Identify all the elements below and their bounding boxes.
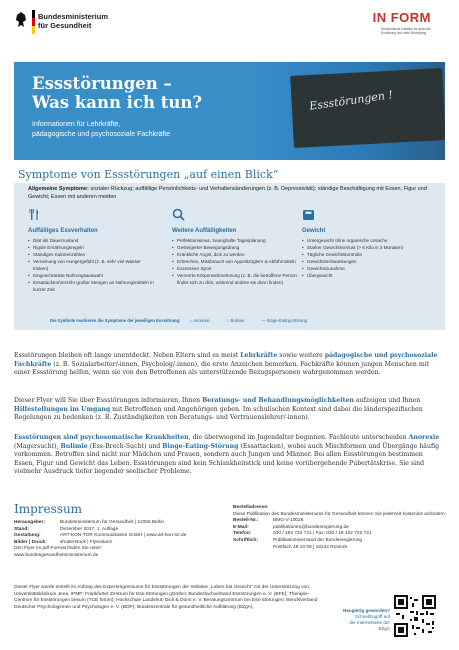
disorders-paragraph: Essstörungen sind psychosomatische Krankheiten, die überwiegend im Jugendalter beginnen. Fachleute unterscheiden Anorexie (Magersucht), Bulimie (Ess-Brech-Sucht) und Binge-Eating-Störung (Essattacken), wobei auch Mischformen und Übergänge häufig vorkommen. Betroffen sind nicht nur Mädchen und Frauen, sondern auch Jungen und Männer. Bei allen Essstörungen bestimmen Essen, Figur und Gewicht das Leben. Essstörungen sind kein Schlankheitstick und keine vorübergehende Pubertätskrise. Sie sind vielmehr Ausdruck tiefer liegender seelischer Probleme.	[14, 434, 440, 476]
purpose-paragraph: Dieser Flyer will Sie über Essstörungen informieren, Ihnen Beratungs- und Behandlungsmöglichkeiten aufzeigen und Ihnen Hilfestellungen im Umgang mit Betroffenen und Angehörigen geben. Im schulischen Kontext sind dabei die länderspezifischen Regelungen zu bedenken (z. B. Zuständigkeiten von Beratungs- und Vertrauenslehrer/-innen).	[14, 397, 423, 422]
symptom-column-eating	[28, 208, 156, 293]
order-row: Schriftlich: Publikationsversand der Bundesregierung	[233, 537, 363, 543]
website-link[interactable]: www.bundesgesundheitsministerium.de	[14, 552, 99, 558]
impressum-row: Bilder | Druck: shutterstock | Flyeralarm	[14, 539, 113, 545]
flag-red	[32, 18, 35, 26]
impressum-row: Herausgeber: Bundesministerium für Gesundheit | 11055 Berlin	[14, 520, 165, 525]
order-heading: Bestelladresse:	[233, 505, 269, 510]
intro-paragraph: Essstörungen bleiben oft lange unentdeckt. Neben Eltern sind es meist Lehrkräfte sowie weitere pädagogische und psychosoziale Fachkräfte (z. B. Sozialarbeiter/-innen, Psycholog/-innen), die erste Anzeichen bemerken. Fachkräfte können jungen Menschen mit einer Essstörung helfen, wenn sie von den Betroffenen als unterstützende Bezugspersonen wahrgenommen werden.	[14, 352, 438, 377]
order-row: Telefon: 030 / 182 722 721 | Fax: 030 / 18 102 722 721	[233, 531, 372, 537]
qr-code-icon[interactable]	[394, 595, 436, 637]
ministry-name: Bundesministerium für Gesundheit	[38, 12, 109, 30]
list-item: • Verzerrte Körperwahrnehmung (z. B. die betroffene Person findet sich zu dick, während andere sie dünn finden)	[172, 272, 300, 286]
legend-binge: — Binge-Eating-Störung	[261, 318, 307, 323]
page-title: Essstörungen – Was kann ich tun?	[32, 74, 203, 112]
scale-icon	[302, 208, 315, 221]
impressum-title: Impressum	[14, 502, 83, 516]
symptom-column-weight	[302, 208, 432, 279]
order-address	[233, 505, 448, 551]
impressum-table	[14, 520, 214, 560]
general-symptoms: Allgemeine Symptome: sozialer Rückzug; auffällige Persönlichkeits- und Verhaltensänderungen (z. B. Depressivität); ständige Beschäftigung mit Essen, Figur und Gewicht; Essen mit anderen meiden	[28, 186, 427, 200]
qr-caption: Neugierig geworden? Schnellzugriff auf die Internetseite der BZgA	[343, 608, 390, 631]
list-item: • Verneinung von Hungergefühl (z. B. sehr viel Wasser trinken)	[28, 258, 156, 272]
order-row: Postfach 48 10 09 | 18132 Rostock	[273, 544, 348, 550]
column-heading: Gewicht	[302, 228, 326, 234]
inform-logo: IN FORM	[372, 10, 431, 25]
list-item: • Exzessiver Sport	[172, 265, 300, 272]
legend-bulimie: □ Bulimie	[226, 318, 245, 323]
list-item: • Gewichtsschwankungen	[302, 258, 432, 265]
list-item: • Gesteigerter Bewegungsdrang	[172, 244, 300, 251]
chalkboard-text: Essstörungen !	[308, 88, 394, 113]
order-row: E-Mail: publikationen@bundesregierung.de	[233, 524, 349, 530]
impressum-row: Stand: Dezember 2017, 1. Auflage	[14, 526, 119, 532]
page-subtitle: Informationen für Lehrkräfte, pädagogische und psychosoziale Fachkräfte	[32, 121, 171, 138]
list-item: • Untergewicht ohne organische Ursache	[302, 237, 432, 244]
magnifier-icon	[172, 208, 185, 221]
list-item: • Ständiges Kalorienzählen	[28, 251, 156, 258]
list-item: • Essattacken/Verzehr großer Mengen an Nahrungsmitteln in kurzer Zeit	[28, 279, 156, 293]
symptom-column-other	[172, 208, 300, 286]
cutlery-icon	[28, 208, 41, 221]
list-item: • Gewichtszunahme	[302, 265, 432, 272]
legend-label: Die Symbole markieren die Symptome der jeweiligen Essstörung:	[50, 318, 181, 323]
order-text: Diese Publikation des Bundesministeriums für Gesundheit können Sie jederzeit kostenlos anfordern:	[233, 511, 447, 517]
page-header	[0, 0, 459, 62]
list-item: • Erbrechen, Missbrauch von Appetitzüglern & Abführmitteln	[172, 258, 300, 265]
list-item: • Perfektionismus, zwanghafte Tagesplanung	[172, 237, 300, 244]
list-item: • Kränkliche Angst, dick zu werden	[172, 251, 300, 258]
list-item: • Tägliche Gewichtskontrolle	[302, 251, 432, 258]
column-heading: Auffälliges Essverhalten	[28, 228, 98, 234]
pdf-note: Den Flyer im pdf-Format finden Sie unter:	[14, 546, 103, 552]
list-item: • Rigide Ernährungsregeln	[28, 244, 156, 251]
list-item: • Eingeschränkte Nahrungsauswahl	[28, 272, 156, 279]
legend-anorexie: ○ Anorexie	[189, 318, 210, 323]
inform-tagline: Deutschlands Initiative für gesunde Ernährung und mehr Bewegung	[381, 27, 431, 35]
list-item: • Übergewicht	[302, 272, 432, 279]
federal-eagle-icon	[14, 10, 28, 30]
flag-gold	[32, 26, 35, 34]
symbol-legend	[50, 318, 323, 323]
impressum-row: Gestaltung: ART-KON-TOR Kommunikation GmbH | www.art-kon-tor.de	[14, 533, 187, 539]
list-item: • Starker Gewichtsverlust (> 6 Kilo in 3 Monaten)	[302, 244, 432, 251]
order-row: Bestell-Nr.: BMG-V-10026	[233, 518, 304, 524]
hero-banner	[14, 62, 445, 160]
symptoms-title: Symptome von Essstörungen „auf einen Blick“	[18, 168, 279, 181]
column-heading: Weitere Auffälligkeiten	[172, 228, 237, 234]
acknowledgements: Dieser Flyer wurde erstellt im Auftrag des Expertengremiums für Essstörungen der Initiative „Leben hat Gewicht“ mit der Unterstützung von: Universitätsklinikum Jena, IPMP; Frankfurter Zentrum für Ess-Störungen gGmbH; Bundesfachverband Essstörungen e. V. (BFE); Therapie-Centrum für Essstörungen besum (TCE forum); Hochschule Landshut; Dick & Dünn e. V. Beratungszentrum bei Ess-Störungen; Berufsverband Deutscher Psychologinnen und Psychologen e. V. (BDP); Bundeszentrale für gesundheitliche Aufklärung (BZgA).	[14, 585, 318, 610]
list-item: • Diät als Dauerzustand	[28, 237, 156, 244]
